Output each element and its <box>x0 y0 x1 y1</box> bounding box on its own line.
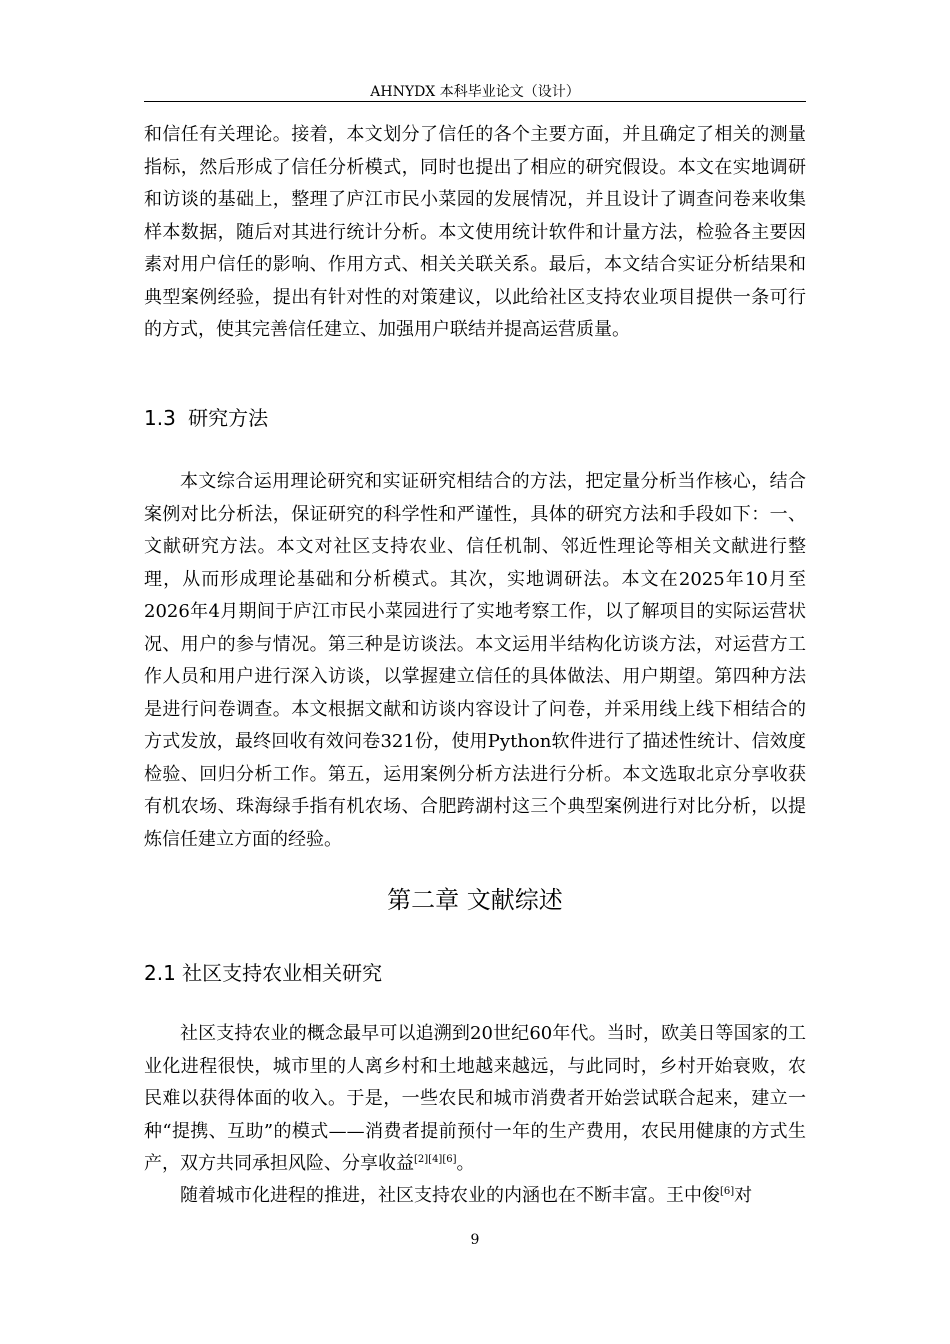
running-header: AHNYDX 本科毕业论文（设计） <box>144 84 806 102</box>
chapter-heading-2: 第二章 文献综述 <box>387 886 563 914</box>
paragraph-intro-continued: 和信任有关理论。接着，本文划分了信任的各个主要方面，并且确定了相关的测量指标，然后形成了信任分析模式，同时也提出了相应的研究假设。本文在实地调研和访谈的基础上，整理了庐江市民小菜园的发展情况，并且设计了调查问卷来收集样本数据，随后对其进行统计分析。本文使用统计软件和计量方法，检验各主要因素对用户信任的影响、作用方式、相关关联关系。最后，本文结合实证分析结果和典型案例经验，提出有针对性的对策建议，以此给社区支持农业项目提供一条可行的方式，使其完善信任建立、加强用户联结并提高运营质量。 <box>144 124 806 340</box>
paragraph-text: 社区支持农业的概念最早可以追溯到20世纪60年代。当时，欧美日等国家的工业化进程很快，城市里的人离乡村和土地越来越远，与此同时，乡村开始衰败，农民难以获得体面的收入。于是，一些农民和城市消费者开始尝试联合起来，建立一种“提携、互助”的模式——消费者提前预付一年的生产费用，农民用健康的方式生产，双方共同承担风险、分享收益 <box>144 1023 806 1174</box>
section-heading-2-1: 2.1 社区支持农业相关研究 <box>144 961 383 985</box>
paragraph-end: 对 <box>734 1185 753 1206</box>
section-heading-1-3 <box>144 404 268 432</box>
section-number: 1.3 <box>144 406 176 430</box>
section-title: 研究方法 <box>188 406 269 430</box>
paragraph-text: 随着城市化进程的推进，社区支持农业的内涵也在不断丰富。王中俊 <box>180 1185 720 1206</box>
paragraph-research-methods: 本文综合运用理论研究和实证研究相结合的方法，把定量分析当作核心，结合案例对比分析法，保证研究的科学性和严谨性，具体的研究方法和手段如下：一、文献研究方法。本文对社区支持农业、信任机制、邻近性理论等相关文献进行整理，从而形成理论基础和分析模式。其次，实地调研法。本文在2025年10月至2026年4月期间于庐江市民小菜园进行了实地考察工作，以了解项目的实际运营状况、用户的参与情况。第三种是访谈法。本文运用半结构化访谈方法，对运营方工作人员和用户进行深入访谈，以掌握建立信任的具体做法、用户期望。第四种方法是进行问卷调查。本文根据文献和访谈内容设计了问卷，并采用线上线下相结合的方式发放，最终回收有效问卷321份，使用Python软件进行了描述性统计、信效度检验、回归分析工作。第五，运用案例分析方法进行分析。本文选取北京分享收获有机农场、珠海绿手指有机农场、合肥跨湖村这三个典型案例进行对比分析，以提炼信任建立方面的经验。 <box>144 471 806 850</box>
paragraph-csa-origin <box>144 1018 806 1181</box>
paragraph-csa-evolution <box>144 1180 806 1213</box>
citation: [6] <box>720 1186 735 1197</box>
page-number: 9 <box>470 1232 480 1248</box>
paragraph-end: 。 <box>456 1153 475 1174</box>
citation: [2][4][6] <box>414 1154 457 1165</box>
